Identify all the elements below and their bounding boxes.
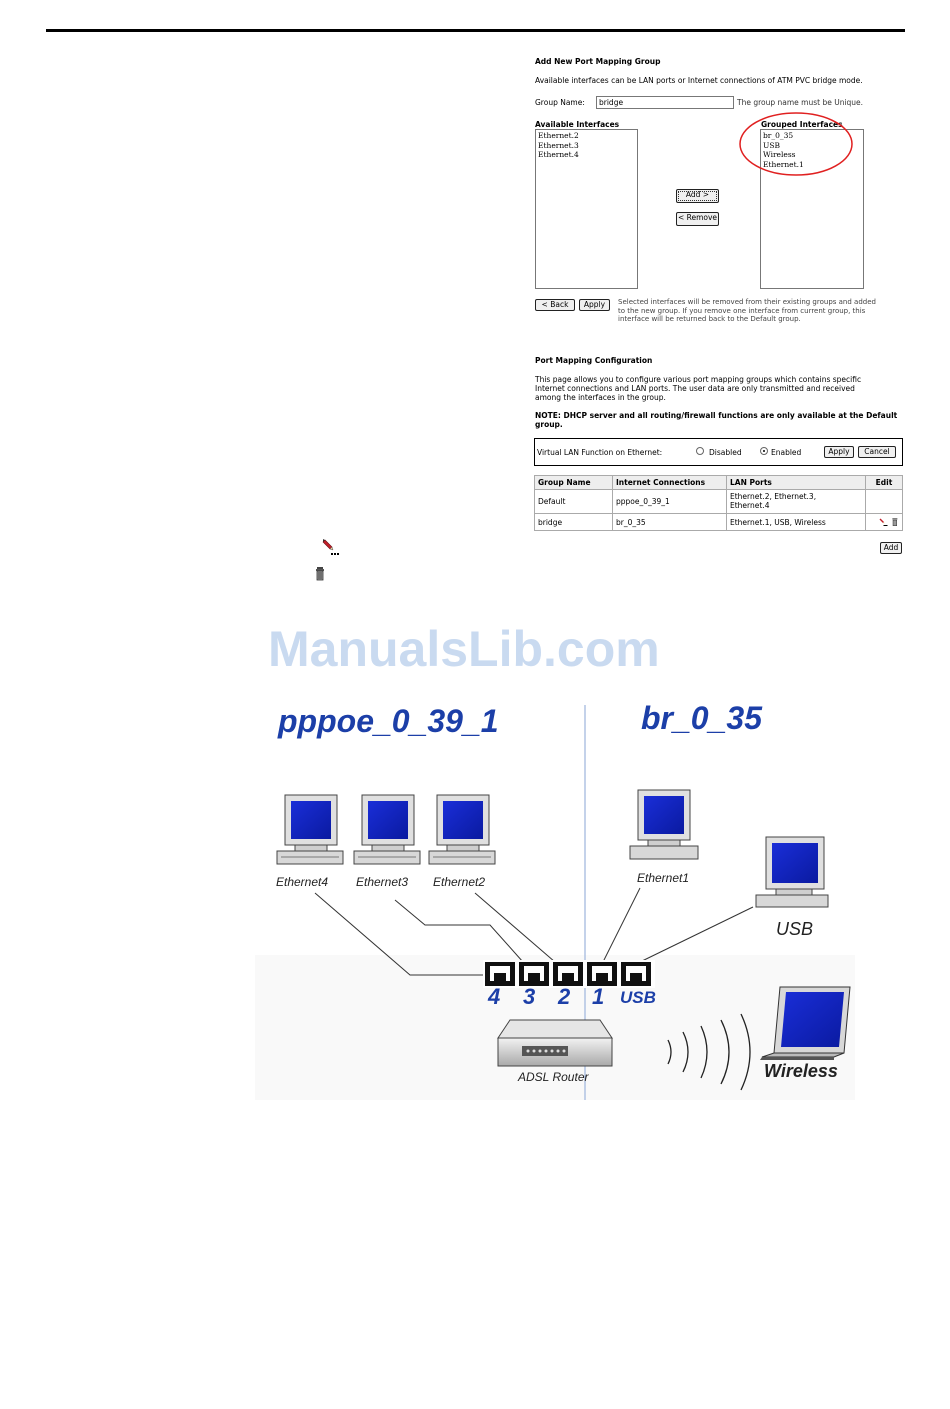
trash-icon[interactable] xyxy=(891,517,900,527)
vlan-disabled-label: Disabled xyxy=(709,448,742,457)
config-description xyxy=(535,375,861,402)
group-name-input[interactable]: bridge xyxy=(596,96,734,109)
lan-ports-cell: Ethernet.1, USB, Wireless xyxy=(727,514,866,531)
port-1-label: 1 xyxy=(592,984,605,1009)
port-mapping-table xyxy=(534,475,903,531)
edit-pencil-icon[interactable] xyxy=(878,517,889,527)
ethernet4-computer-icon xyxy=(277,795,343,864)
bridge-group-title: br_0_35 xyxy=(641,700,762,736)
ethernet3-label: Ethernet3 xyxy=(356,875,409,889)
grouped-interfaces-label: Grouped Interfaces xyxy=(761,120,843,129)
highlight-ellipse xyxy=(738,110,858,180)
edit-pencil-icon xyxy=(321,537,341,557)
vlan-disabled-radio[interactable] xyxy=(696,447,704,455)
list-item[interactable]: Wireless xyxy=(763,150,796,159)
lan-ports-line: Ethernet.4 xyxy=(730,500,770,510)
table-row xyxy=(535,514,903,531)
back-button[interactable]: < Back xyxy=(535,299,575,311)
move-note-line: to the new group. If you remove one interface from current group, this xyxy=(618,306,866,315)
group-name-label: Group Name: xyxy=(535,98,585,107)
move-note-line: interface will be returned back to the Default group. xyxy=(618,315,801,323)
ethernet1-computer-icon xyxy=(630,790,698,859)
group-name-cell: bridge xyxy=(535,514,613,531)
column-header: Group Name xyxy=(535,476,613,490)
column-header: Internet Connections xyxy=(613,476,727,490)
vlan-enabled-radio[interactable] xyxy=(760,447,768,455)
lan-ports-cell xyxy=(727,490,866,514)
config-title: Port Mapping Configuration xyxy=(535,356,653,365)
config-note-line: NOTE: DHCP server and all routing/firewall functions are only available at the Default xyxy=(535,411,898,420)
list-item[interactable]: USB xyxy=(763,140,780,150)
lan-ports-line: Ethernet.2, Ethernet.3, xyxy=(730,492,817,501)
ethernet4-label: Ethernet4 xyxy=(276,875,329,889)
pppoe-group-title: pppoe_0_39_1 xyxy=(278,703,499,739)
adsl-router-label: ADSL Router xyxy=(518,1070,589,1084)
connection-cell: br_0_35 xyxy=(613,514,727,531)
usb-label: USB xyxy=(776,919,814,939)
vlan-enabled-label: Enabled xyxy=(771,448,802,457)
wireless-label: Wireless xyxy=(764,1061,838,1081)
ethernet2-label: Ethernet2 xyxy=(433,875,486,889)
config-note-line: group. xyxy=(535,420,563,429)
add-group-title: Add New Port Mapping Group xyxy=(535,57,661,66)
top-rule xyxy=(46,29,905,32)
group-name-hint: The group name must be Unique. xyxy=(737,98,864,107)
list-item[interactable]: Ethernet.3 xyxy=(538,140,579,150)
port-3-label: 3 xyxy=(523,984,536,1009)
port-2-label: 2 xyxy=(558,984,571,1009)
list-item[interactable]: br_0_35 xyxy=(763,131,794,140)
add-group-description: Available interfaces can be LAN ports or Internet connections of ATM PVC bridge mode. xyxy=(535,76,863,85)
ethernet1-label: Ethernet1 xyxy=(637,871,690,885)
network-diagram xyxy=(255,700,855,1100)
list-item[interactable]: Ethernet.2 xyxy=(538,131,579,140)
port-4-label: 4 xyxy=(488,984,501,1009)
trash-icon xyxy=(314,566,328,582)
ethernet3-computer-icon xyxy=(354,795,420,864)
port-usb-label: USB xyxy=(620,988,656,1007)
add-group-button[interactable]: Add xyxy=(880,542,902,554)
watermark: ManualsLib.com xyxy=(268,621,660,677)
connection-cell: pppoe_0_39_1 xyxy=(613,490,727,514)
edit-cell xyxy=(866,514,903,531)
available-interfaces-list[interactable] xyxy=(535,129,638,289)
vlan-apply-button[interactable]: Apply xyxy=(824,446,854,458)
table-header-row xyxy=(535,476,903,490)
column-header: Edit xyxy=(866,476,903,490)
edit-cell xyxy=(866,490,903,514)
list-item[interactable]: Ethernet.4 xyxy=(538,150,579,159)
available-interfaces-label: Available Interfaces xyxy=(535,120,620,129)
ethernet2-computer-icon xyxy=(429,795,495,864)
remove-interface-button[interactable]: < Remove xyxy=(676,212,719,226)
config-description-line: Internet connections and LAN ports. The user data are only transmitted and received xyxy=(535,384,855,393)
usb-computer-icon xyxy=(756,837,828,907)
adsl-router-icon xyxy=(498,1020,612,1066)
list-item[interactable]: Ethernet.1 xyxy=(763,159,804,169)
table-row xyxy=(535,490,903,514)
vlan-cancel-button[interactable]: Cancel xyxy=(858,446,896,458)
add-interface-button[interactable]: Add > xyxy=(676,189,719,203)
move-note-line: Selected interfaces will be removed from their existing groups and added xyxy=(618,298,876,306)
column-header: LAN Ports xyxy=(727,476,866,490)
vlan-label: Virtual LAN Function on Ethernet: xyxy=(537,448,663,457)
move-note xyxy=(618,298,876,324)
group-name-cell: Default xyxy=(535,490,613,514)
config-description-line: This page allows you to configure various port mapping groups which contains specific xyxy=(535,375,862,384)
config-note xyxy=(535,411,897,429)
apply-button[interactable]: Apply xyxy=(579,299,610,311)
config-description-line: among the interfaces in the group. xyxy=(535,393,666,402)
